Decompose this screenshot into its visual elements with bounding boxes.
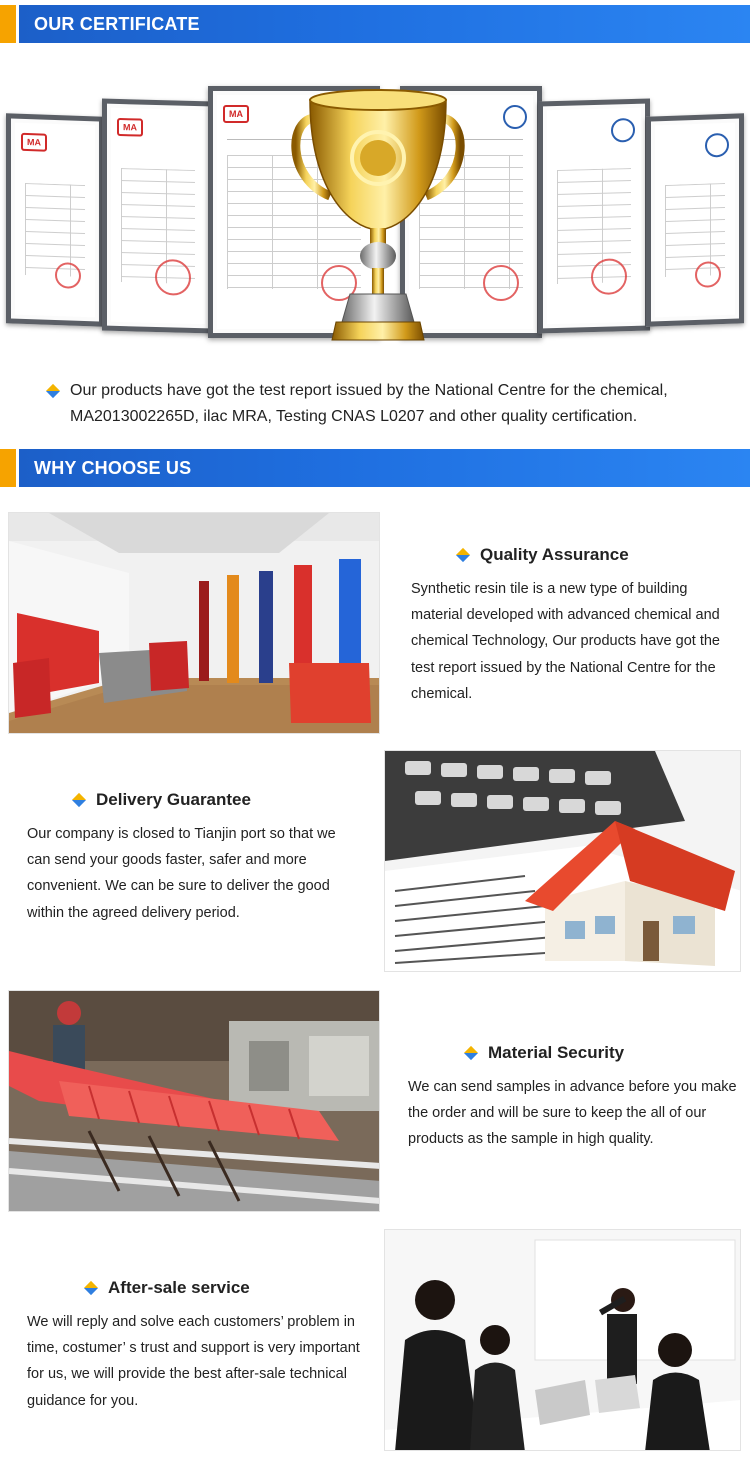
gold-trophy-icon: [288, 78, 468, 348]
feature-title: [108, 1278, 250, 1298]
certificate-document: [538, 99, 650, 334]
feature-text: Synthetic resin tile is a new type of building material developed with advanced chemical and chemical Technology, Our products have got the test report issued by the National Centre for the chemical.: [411, 581, 720, 702]
certificate-description-text: Our products have got the test report issued by the National Centre for the chemical, MA2013002265D, ilac MRA, Testing CNAS L0207 and other quality certification.: [70, 382, 668, 425]
feature-text: We will reply and solve each customers’ problem in time, costumer’ s trust and support is very important for us, we will provide the best after-sale technical guidance for you.: [27, 1314, 360, 1409]
certificate-description: [48, 378, 728, 430]
banner-accent: [0, 449, 16, 487]
why-choose-us-title: WHY CHOOSE US: [34, 458, 192, 478]
feature-title-text: After-sale service: [108, 1278, 250, 1297]
feature-text: We can send samples in advance before you make the order and will be sure to keep the all of our products as the sample in high quality.: [408, 1079, 737, 1148]
diamond-bullet-icon: [456, 548, 470, 562]
feature-title-text: Quality Assurance: [480, 545, 629, 564]
why-choose-us-banner: [0, 449, 750, 487]
feature-title-text: Delivery Guarantee: [96, 790, 251, 809]
diamond-bullet-icon: [464, 1046, 478, 1060]
certificate-section-title: OUR CERTIFICATE: [34, 14, 200, 34]
house-calculator-photo: [384, 750, 741, 972]
certificate-document: MA: [6, 113, 104, 326]
feature-title: [480, 545, 629, 565]
diamond-bullet-icon: [84, 1281, 98, 1295]
certificate-document: MA: [208, 86, 380, 338]
banner-accent: [0, 5, 16, 43]
certificate-document: [646, 113, 744, 326]
feature-title-text: Material Security: [488, 1043, 625, 1062]
feature-title: [96, 790, 251, 810]
business-meeting-photo: [384, 1229, 741, 1451]
diamond-bullet-icon: [72, 793, 86, 807]
showroom-photo: [8, 512, 380, 734]
feature-text: Our company is closed to Tianjin port so that we can send your goods faster, safer and more convenient. We can be sure to deliver the good within the agreed delivery period.: [27, 826, 336, 921]
certificate-section-banner: [0, 5, 750, 43]
feature-title: [488, 1043, 624, 1063]
factory-production-photo: [8, 990, 380, 1212]
certificate-document: MA: [102, 99, 214, 334]
